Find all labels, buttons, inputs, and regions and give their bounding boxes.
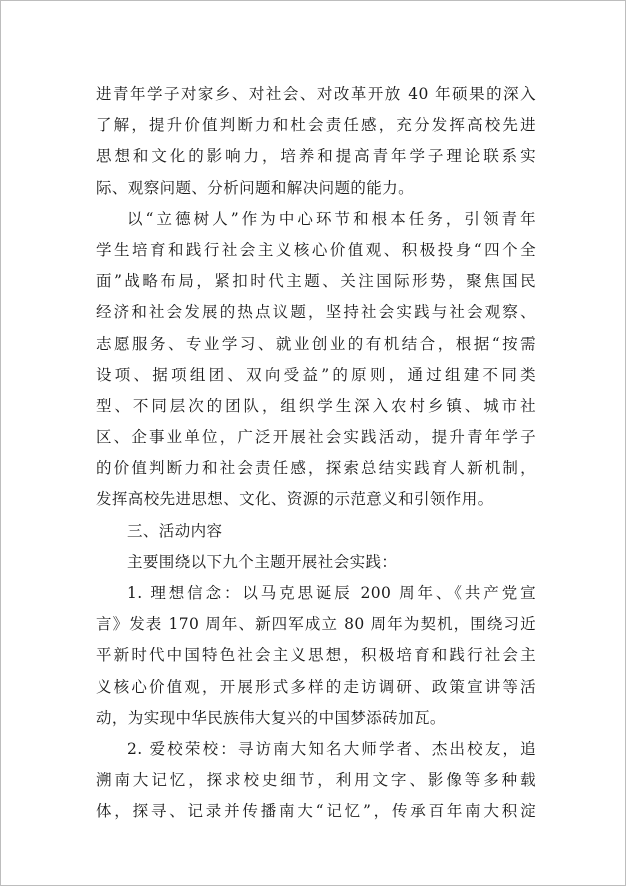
text-line: 型、不同层次的团队，组织学生深入农村乡镇、城市社 — [96, 396, 536, 415]
text-line: 发挥高校先进思想、文化、资源的示范意义和引领作用。 — [96, 490, 494, 509]
text-line: 学生培育和践行社会主义核心价值观、积极投身“四个全 — [96, 240, 536, 259]
text-line: 体，探寻、记录并传播南大“记忆”，传承百年南大积淀 — [96, 802, 536, 821]
text-line: 面”战略布局，紧扣时代主题、关注国际形势，聚焦国民 — [96, 272, 536, 291]
section-heading: 三、活动内容 — [127, 521, 223, 540]
list-item-2-start: 2. 爱校荣校：寻访南大知名大师学者、杰出校友，追 — [127, 739, 536, 758]
text-line: 经济和社会发展的热点议题，坚持社会实践与社会观察、 — [96, 303, 536, 322]
text-line: 际、观察问题、分析问题和解决问题的能力。 — [96, 178, 415, 197]
text-line: 志愿服务、专业学习、就业创业的有机结合，根据“按需 — [96, 334, 536, 353]
text-line: 平新时代中国特色社会主义思想，积极培育和践行社会主 — [96, 646, 536, 665]
paragraph-start-line: 以“立德树人”作为中心环节和根本任务，引领青年 — [127, 209, 536, 228]
text-line: 溯南大记忆，探求校史细节，利用文字、影像等多种载 — [96, 771, 536, 790]
document-body — [96, 79, 536, 828]
text-line: 进青年学子对家乡、对社会、对改革开放 40 年硕果的深入 — [96, 85, 536, 103]
text-line: 了解，提升价值判断力和杜会责任感，充分发挥高校先进 — [96, 116, 536, 135]
intro-line: 主要围绕以下九个主题开展社会实践： — [127, 552, 398, 571]
text-line: 思想和文化的影响力，培养和提高青年学子理论联系实 — [96, 147, 536, 166]
list-item-1-start: 1. 理想信念：以马克思诞辰 200 周年、《共产党宣 — [127, 584, 536, 602]
text-line: 设项、据项组团、双向受益”的原则，通过组建不同类 — [96, 365, 536, 384]
text-line: 的价值判断力和社会责任感，探索总结实践育人新机制， — [96, 459, 536, 478]
text-line: 言》发表 170 周年、新四军成立 80 周年为契机，围绕习近 — [96, 615, 536, 634]
text-line: 义核心价值观，开展形式多样的走访调研、政策宣讲等活 — [96, 677, 536, 696]
text-line: 动，为实现中华民族伟大复兴的中国梦添砖加瓦。 — [96, 708, 446, 727]
text-line: 区、企事业单位，广泛开展社会实践活动，提升青年学子 — [96, 428, 536, 447]
